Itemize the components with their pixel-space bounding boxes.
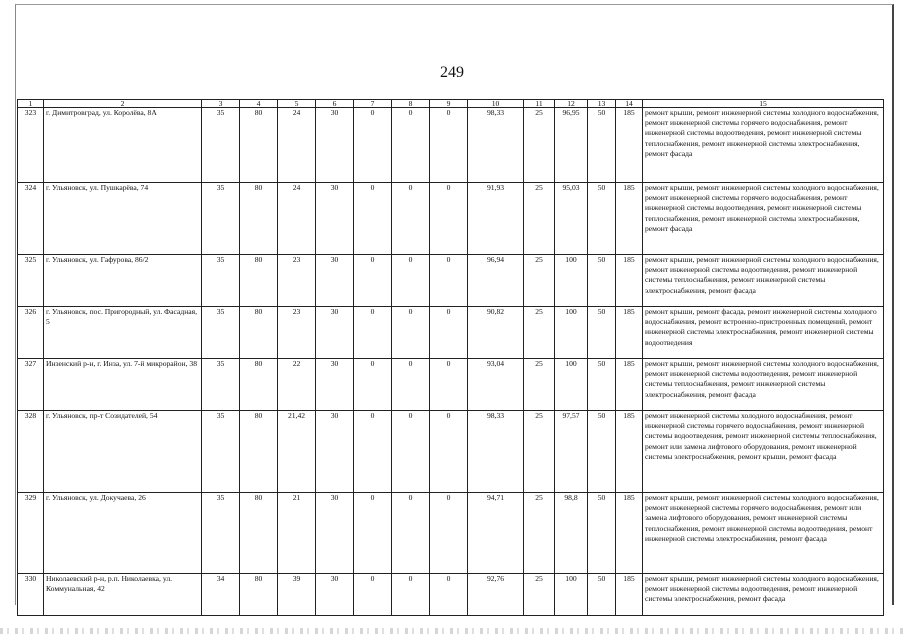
value-cell: 30	[316, 493, 354, 574]
column-header: 5	[278, 100, 316, 108]
value-cell: 35	[202, 493, 240, 574]
value-cell: 0	[430, 255, 468, 307]
value-cell: 100	[555, 359, 588, 411]
value-cell: 96,94	[468, 255, 524, 307]
value-cell: 0	[392, 411, 430, 493]
value-cell: 50	[588, 359, 616, 411]
value-cell: 50	[588, 108, 616, 183]
value-cell: 21,42	[278, 411, 316, 493]
address-cell: г. Димитровград, ул. Королёва, 8А	[44, 108, 202, 183]
row-number: 330	[18, 574, 44, 616]
value-cell: 25	[524, 183, 555, 255]
value-cell: 21	[278, 493, 316, 574]
value-cell: 35	[202, 108, 240, 183]
address-cell: г. Ульяновск, пр-т Созидателей, 54	[44, 411, 202, 493]
value-cell: 0	[392, 574, 430, 616]
value-cell: 50	[588, 255, 616, 307]
value-cell: 0	[430, 359, 468, 411]
value-cell: 91,93	[468, 183, 524, 255]
value-cell: 0	[354, 307, 392, 359]
value-cell: 0	[354, 108, 392, 183]
column-header: 15	[643, 100, 884, 108]
value-cell: 0	[354, 493, 392, 574]
value-cell: 80	[240, 183, 278, 255]
value-cell: 25	[524, 574, 555, 616]
value-cell: 25	[524, 411, 555, 493]
value-cell: 185	[616, 574, 643, 616]
value-cell: 100	[555, 307, 588, 359]
address-cell: г. Ульяновск, пос. Пригородный, ул. Фасадная, 5	[44, 307, 202, 359]
value-cell: 90,82	[468, 307, 524, 359]
value-cell: 93,04	[468, 359, 524, 411]
value-cell: 30	[316, 183, 354, 255]
value-cell: 50	[588, 574, 616, 616]
value-cell: 80	[240, 307, 278, 359]
column-header: 12	[555, 100, 588, 108]
value-cell: 30	[316, 255, 354, 307]
row-number: 323	[18, 108, 44, 183]
value-cell: 0	[430, 574, 468, 616]
value-cell: 50	[588, 307, 616, 359]
column-header: 2	[44, 100, 202, 108]
value-cell: 30	[316, 359, 354, 411]
address-cell: Инзенский р-н, г. Инза, ул. 7-й микрорайон, 38	[44, 359, 202, 411]
value-cell: 0	[430, 183, 468, 255]
column-header: 6	[316, 100, 354, 108]
value-cell: 0	[354, 183, 392, 255]
column-header: 14	[616, 100, 643, 108]
houses-table	[17, 99, 884, 616]
table-row	[18, 493, 884, 574]
column-header: 1	[18, 100, 44, 108]
value-cell: 185	[616, 359, 643, 411]
value-cell: 97,57	[555, 411, 588, 493]
value-cell: 185	[616, 307, 643, 359]
value-cell: 0	[392, 307, 430, 359]
value-cell: 30	[316, 574, 354, 616]
value-cell: 185	[616, 255, 643, 307]
works-cell: ремонт крыши, ремонт инженерной системы холодного водоснабжения, ремонт инженерной системы водоотведения, ремонт инженерной системы электроснабжения, ремонт фасада	[643, 574, 884, 616]
value-cell: 25	[524, 108, 555, 183]
column-header: 7	[354, 100, 392, 108]
value-cell: 185	[616, 108, 643, 183]
value-cell: 96,95	[555, 108, 588, 183]
column-header: 13	[588, 100, 616, 108]
works-cell: ремонт крыши, ремонт инженерной системы холодного водоснабжения, ремонт инженерной системы водоотведения, ремонт инженерной системы теплоснабжения, ремонт инженерной системы электроснабжения, ремонт фасада	[643, 359, 884, 411]
table-row	[18, 307, 884, 359]
value-cell: 35	[202, 307, 240, 359]
value-cell: 0	[392, 183, 430, 255]
address-cell: г. Ульяновск, ул. Пушкарёва, 74	[44, 183, 202, 255]
table-row	[18, 108, 884, 183]
works-cell: ремонт крыши, ремонт инженерной системы холодного водоснабжения, ремонт инженерной системы горячего водоснабжения, ремонт инженерной системы водоотведения, ремонт инженерной системы теплоснабжения, ремонт инженерной системы электроснабжения, ремонт фасада	[643, 183, 884, 255]
row-number: 328	[18, 411, 44, 493]
value-cell: 23	[278, 255, 316, 307]
works-cell: ремонт крыши, ремонт фасада, ремонт инженерной системы холодного водоснабжения, ремонт встроенно-пристроенных помещений, ремонт инженерной системы электроснабжения, ремонт инженерной системы водоотведения	[643, 307, 884, 359]
value-cell: 0	[430, 108, 468, 183]
value-cell: 185	[616, 183, 643, 255]
row-number: 324	[18, 183, 44, 255]
value-cell: 100	[555, 574, 588, 616]
column-header: 11	[524, 100, 555, 108]
table-row	[18, 255, 884, 307]
value-cell: 34	[202, 574, 240, 616]
works-cell: ремонт инженерной системы холодного водоснабжения, ремонт инженерной системы горячего водоснабжения, ремонт инженерной системы водоотведения, ремонт инженерной системы теплоснабжения, ремонт или замена лифтового оборудования, ремонт инженерной системы электроснабжения, ремонт крыши, ремонт фасада	[643, 411, 884, 493]
scan-noise	[0, 628, 904, 634]
table-row	[18, 574, 884, 616]
value-cell: 23	[278, 307, 316, 359]
value-cell: 100	[555, 255, 588, 307]
row-number: 327	[18, 359, 44, 411]
address-cell: Николаевский р-н, р.п. Николаевка, ул. Коммунальная, 42	[44, 574, 202, 616]
value-cell: 35	[202, 183, 240, 255]
value-cell: 35	[202, 411, 240, 493]
value-cell: 0	[354, 359, 392, 411]
value-cell: 0	[430, 411, 468, 493]
column-header: 9	[430, 100, 468, 108]
row-number: 325	[18, 255, 44, 307]
column-header: 3	[202, 100, 240, 108]
value-cell: 30	[316, 411, 354, 493]
value-cell: 0	[430, 307, 468, 359]
value-cell: 0	[392, 493, 430, 574]
value-cell: 24	[278, 183, 316, 255]
value-cell: 39	[278, 574, 316, 616]
value-cell: 35	[202, 359, 240, 411]
value-cell: 80	[240, 359, 278, 411]
page-number: 249	[440, 64, 464, 81]
value-cell: 185	[616, 411, 643, 493]
value-cell: 80	[240, 108, 278, 183]
column-header: 10	[468, 100, 524, 108]
value-cell: 80	[240, 255, 278, 307]
value-cell: 185	[616, 493, 643, 574]
value-cell: 25	[524, 359, 555, 411]
value-cell: 0	[392, 359, 430, 411]
value-cell: 98,33	[468, 411, 524, 493]
works-cell: ремонт крыши, ремонт инженерной системы холодного водоснабжения, ремонт инженерной системы горячего водоснабжения, ремонт инженерной системы водоотведения, ремонт инженерной системы теплоснабжения, ремонт инженерной системы электроснабжения, ремонт фасада	[643, 108, 884, 183]
value-cell: 92,76	[468, 574, 524, 616]
value-cell: 50	[588, 411, 616, 493]
value-cell: 30	[316, 108, 354, 183]
value-cell: 0	[354, 255, 392, 307]
value-cell: 25	[524, 307, 555, 359]
value-cell: 0	[430, 493, 468, 574]
value-cell: 95,03	[555, 183, 588, 255]
table-row	[18, 183, 884, 255]
address-cell: г. Ульяновск, ул. Гафурова, 86/2	[44, 255, 202, 307]
value-cell: 30	[316, 307, 354, 359]
table-row	[18, 411, 884, 493]
value-cell: 50	[588, 493, 616, 574]
works-cell: ремонт крыши, ремонт инженерной системы холодного водоснабжения, ремонт инженерной системы горячего водоснабжения, ремонт или замена лифтового оборудования, ремонт инженерной системы теплоснабжения, ремонт инженерной системы водоотведения, ремонт инженерной системы электроснабжения, ремонт фасада	[643, 493, 884, 574]
value-cell: 0	[354, 574, 392, 616]
value-cell: 25	[524, 493, 555, 574]
value-cell: 22	[278, 359, 316, 411]
column-header: 4	[240, 100, 278, 108]
value-cell: 80	[240, 574, 278, 616]
table-row	[18, 359, 884, 411]
row-number: 326	[18, 307, 44, 359]
column-header: 8	[392, 100, 430, 108]
value-cell: 0	[392, 108, 430, 183]
value-cell: 80	[240, 411, 278, 493]
works-cell: ремонт крыши, ремонт инженерной системы холодного водоснабжения, ремонт инженерной системы водоотведения, ремонт инженерной системы теплоснабжения, ремонт инженерной системы электроснабжения, ремонт фасада	[643, 255, 884, 307]
value-cell: 98,8	[555, 493, 588, 574]
value-cell: 80	[240, 493, 278, 574]
row-number: 329	[18, 493, 44, 574]
value-cell: 50	[588, 183, 616, 255]
value-cell: 0	[354, 411, 392, 493]
value-cell: 25	[524, 255, 555, 307]
address-cell: г. Ульяновск, ул. Докучаева, 26	[44, 493, 202, 574]
column-number-row	[18, 100, 884, 108]
value-cell: 94,71	[468, 493, 524, 574]
value-cell: 0	[392, 255, 430, 307]
value-cell: 98,33	[468, 108, 524, 183]
value-cell: 24	[278, 108, 316, 183]
value-cell: 35	[202, 255, 240, 307]
